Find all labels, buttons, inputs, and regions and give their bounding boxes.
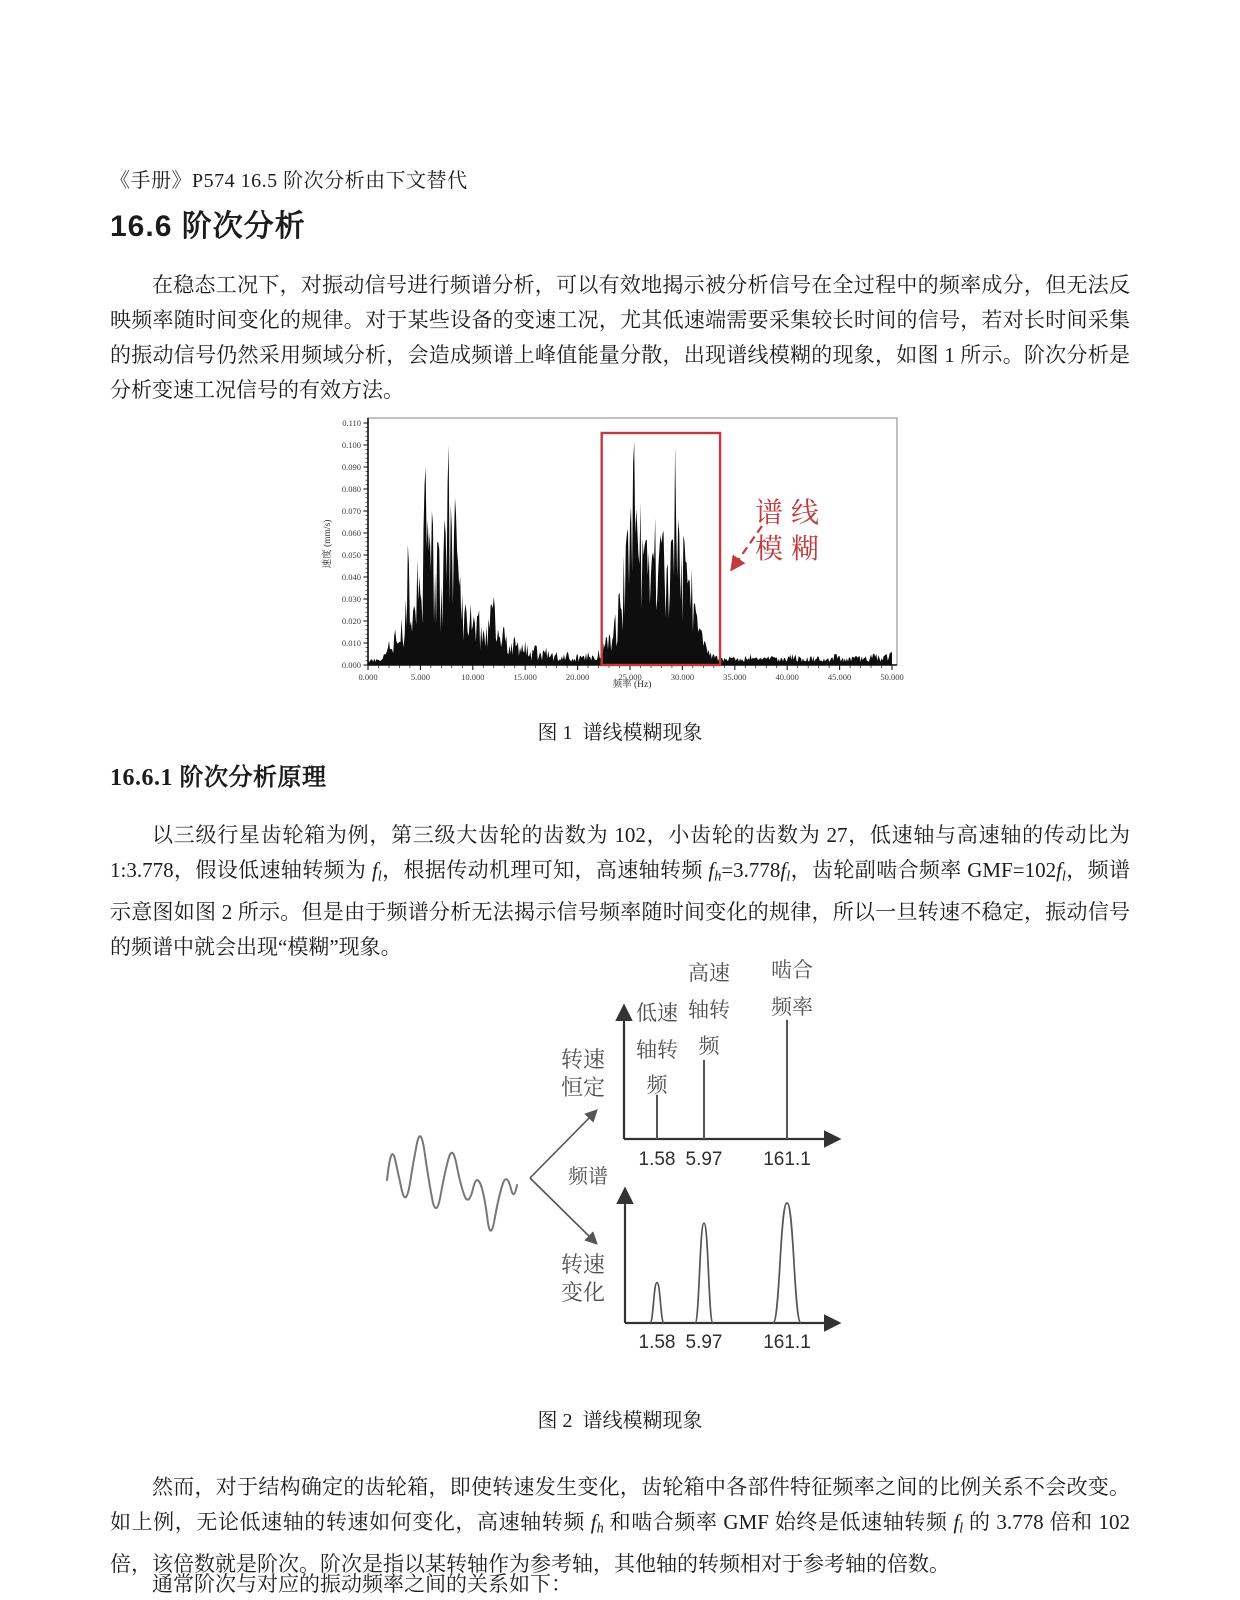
top-tick-label: 1.58: [638, 1149, 676, 1170]
y-tick-label: 0.060: [341, 528, 361, 538]
varying-speed-label-line: 变化: [560, 1280, 606, 1305]
subsection-heading: 16.6.1 阶次分析原理: [110, 765, 327, 791]
x-tick-label: 45.000: [827, 672, 852, 682]
x-tick-label: 15.000: [513, 672, 537, 682]
broadened-peak-1.58: [650, 1283, 664, 1324]
peak-label-line: 啮合: [771, 958, 813, 982]
figure-2-caption: 图 2 谱线模糊现象: [537, 1410, 703, 1432]
y-tick-label: 0.080: [341, 484, 361, 494]
y-tick-label: 0.100: [341, 440, 361, 450]
y-tick-label: 0.010: [341, 638, 361, 648]
peak-label-line: 轴转: [688, 998, 730, 1022]
x-axis-title: 频率 (Hz): [612, 680, 652, 690]
broadened-peak-161.1: [773, 1203, 801, 1323]
x-tick-label: 25.000: [618, 672, 642, 682]
branch-label: 频谱: [568, 1166, 608, 1188]
peak-label-line: 低速: [636, 1001, 678, 1025]
x-tick-label: 10.000: [461, 672, 485, 682]
top-tick-label: 5.97: [685, 1149, 723, 1170]
x-tick-label: 0.000: [358, 672, 378, 682]
y-tick-label: 0.070: [341, 506, 361, 516]
bottom-tick-label: 1.58: [638, 1332, 676, 1353]
y-tick-label: 0.020: [341, 616, 361, 626]
y-tick-label: 0.110: [342, 418, 361, 428]
constant-speed-label-line: 恒定: [560, 1075, 606, 1100]
waveform: [387, 1136, 517, 1230]
annotation-label-line: 谱线: [754, 498, 828, 529]
figure-1-caption: 图 1 谱线模糊现象: [537, 722, 703, 744]
peak-label-line: 高速: [688, 961, 730, 985]
varying-speed-label: [561, 1252, 605, 1305]
peak-label-line: 频: [646, 1073, 668, 1097]
x-tick-label: 30.000: [670, 672, 695, 682]
figure-1-chart: [310, 400, 910, 690]
peak-label-line: 频率: [771, 995, 813, 1019]
bottom-tick-label: 161.1: [763, 1332, 811, 1353]
constant-speed-label: [561, 1047, 605, 1100]
constant-speed-label-line: 转速: [560, 1047, 606, 1072]
paragraph-2: 以三级行星齿轮箱为例，第三级大齿轮的齿数为 102，小齿轮的齿数为 27，低速轴与高速轴的传动比为 1:3.778，假设低速轴转频为 $f_l$，根据传动机理可知，高速轴转频 $f_h=3.778f_l$，齿轮副啮合频率 $GMF=102f_l$，频谱示意图如图 2 所示。但是由于频谱分析无法揭示信号频率随时间变化的规律，所以一旦转速不稳定，振动信号的频谱中就会出现“模糊”现象。: [110, 823, 1131, 959]
x-tick-label: 5.000: [410, 672, 430, 682]
y-tick-label: 0.050: [341, 550, 361, 560]
x-tick-label: 40.000: [775, 672, 799, 682]
top-tick-label: 161.1: [763, 1149, 811, 1170]
y-tick-label: 0.040: [341, 572, 361, 582]
x-tick-label: 20.000: [565, 672, 590, 682]
y-tick-label: 0.000: [341, 660, 361, 670]
peak-label-line: 频: [698, 1034, 720, 1058]
bottom-tick-label: 5.97: [685, 1332, 723, 1353]
annotation-label-line: 模糊: [754, 534, 828, 565]
varying-speed-label-line: 转速: [560, 1252, 606, 1277]
varying-speed-spectrum: [625, 1190, 838, 1353]
paragraph-1: 在稳态工况下，对振动信号进行频谱分析，可以有效地揭示被分析信号在全过程中的频率成分，但无法反映频率随时间变化的规律。对于某些设备的变速工况，尤其低速端需要采集较长时间的信号，若对长时间采集的振动信号仍然采用频域分析，会造成频谱上峰值能量分散，出现谱线模糊的现象，如图 1 所示。阶次分析是分析变速工况信号的有效方法。: [110, 273, 1130, 402]
y-tick-label: 0.030: [341, 594, 361, 604]
y-axis-title: 速度 (mm/s): [323, 519, 333, 569]
annotation-label: [755, 497, 827, 565]
broadened-peak-5.97: [695, 1223, 713, 1323]
meta-line: 《手册》P574 16.5 阶次分析由下文替代: [110, 170, 468, 192]
paragraph-4: 通常阶次与对应的振动频率之间的关系如下：: [152, 1572, 572, 1596]
figure-2-diagram: [360, 945, 860, 1365]
x-tick-label: 35.000: [723, 672, 747, 682]
peak-label-line: 轴转: [636, 1038, 678, 1062]
constant-speed-spectrum: [624, 958, 838, 1170]
x-tick-label: 50.000: [880, 672, 904, 682]
section-heading: 16.6 阶次分析: [110, 210, 306, 243]
paragraph-3: 然而，对于结构确定的齿轮箱，即使转速发生变化，齿轮箱中各部件特征频率之间的比例关系不会改变。如上例，无论低速轴的转速如何变化，高速轴转频 $f_h$ 和啮合频率 GMF 始终是低速轴转频 $f_l$ 的 3.778 倍和 102 倍，该倍数就是阶次。阶次是指以某转轴作为参考轴，其他轴的转频相对于参考轴的倍数。: [110, 1475, 1130, 1576]
y-tick-label: 0.090: [341, 462, 361, 472]
